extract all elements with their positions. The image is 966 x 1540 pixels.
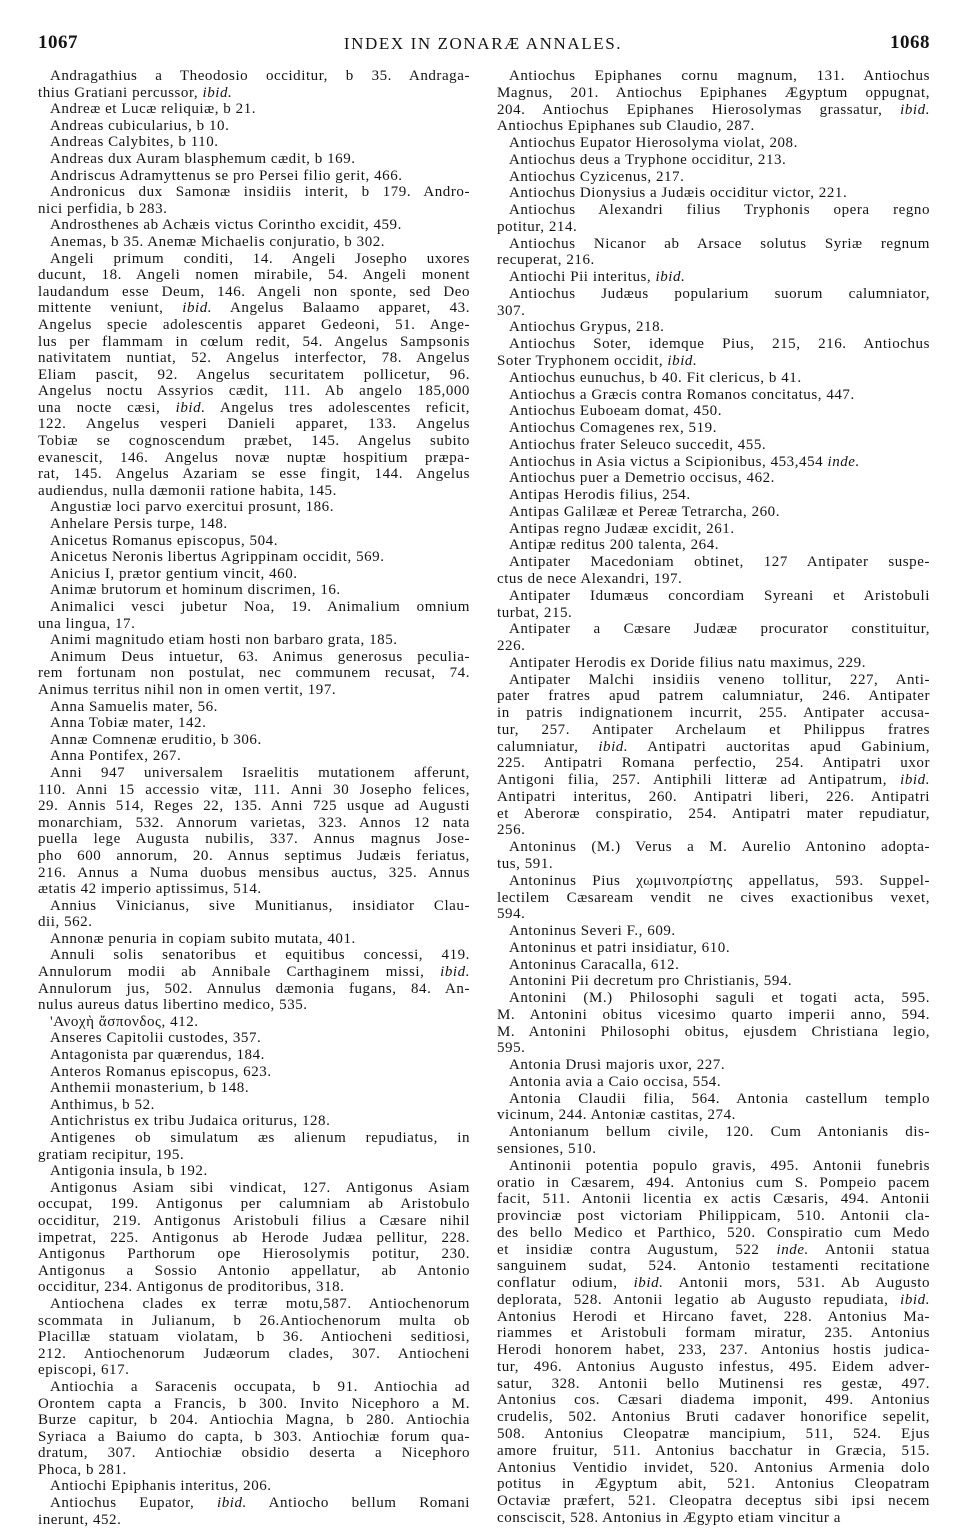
entry-line: Herodi honorem habet, 233, 237. Antonius hostis judica- bbox=[497, 1342, 930, 1359]
entry-line: 216. Annus a Numa duobus mensibus auctus, 325. Annus bbox=[38, 864, 470, 881]
entry-line: Eliam pascit, 92. Angelus securitatem pollicetur, 96. bbox=[38, 366, 470, 383]
entry-line: Angelus specie adolescentis apparet Gedeoni, 51. Ange- bbox=[38, 316, 470, 333]
index-entry bbox=[38, 699, 470, 716]
entry-line: Antonini (M.) Philosophi saguli et togati acta, 595. bbox=[509, 990, 930, 1007]
index-entry bbox=[38, 649, 470, 699]
index-entry bbox=[38, 549, 470, 566]
entry-line: Antiochus Cyzicenus, 217. bbox=[509, 168, 685, 185]
entry-line: Antonia Drusi majoris uxor, 227. bbox=[509, 1057, 726, 1074]
entry-line: Anthimus, b 52. bbox=[50, 1096, 155, 1113]
entry-line: tur, 257. Antipater Archelaum et Philippus fratres bbox=[497, 721, 930, 738]
index-entry bbox=[497, 454, 930, 471]
index-entry bbox=[38, 251, 470, 500]
index-entry bbox=[497, 319, 930, 336]
running-title: INDEX IN ZONARÆ ANNALES. bbox=[343, 34, 623, 53]
index-entry bbox=[497, 990, 930, 1057]
entry-line: thius Gratiani percussor, ibid. bbox=[38, 84, 233, 101]
entry-line: Antigenes ob simulatum æs alienum repudiatus, in bbox=[50, 1130, 470, 1146]
entry-line: Antoninus Caracalla, 612. bbox=[509, 956, 680, 973]
entry-line: turbat, 215. bbox=[497, 604, 573, 621]
index-entry bbox=[38, 599, 470, 632]
index-entry bbox=[38, 1495, 470, 1528]
entry-line: Antonius Herodi et Hircano favet, 228. Antonius Ma- bbox=[497, 1308, 930, 1325]
index-entry bbox=[38, 499, 470, 516]
index-entry bbox=[38, 68, 470, 101]
entry-line: Antinonii potentia populo gravis, 495. Antonii funebris bbox=[509, 1157, 930, 1174]
entry-line: in patris indignationem incurrit, 255. Antipater accusa- bbox=[497, 705, 930, 722]
entry-line: occiditur, 219. Antigonus Aristobuli filius a Cæsare nihil bbox=[38, 1212, 470, 1229]
entry-line: Antigonus a Sossio Antonio appellatur, ab Antonio bbox=[38, 1262, 470, 1279]
entry-line: Antiochus frater Seleuco succedit, 455. bbox=[509, 436, 767, 453]
index-entry bbox=[497, 68, 930, 135]
index-entry bbox=[38, 533, 470, 550]
entry-line: Androsthenes ab Achæis victus Corintho excidit, 459. bbox=[50, 217, 402, 234]
entry-line: Antiochus Alexandri filius Tryphonis opera regno bbox=[509, 202, 930, 219]
entry-line: Antiochus Epiphanes sub Claudio, 287. bbox=[497, 118, 755, 135]
entry-line: provinciæ post victoriam Philippicam, 510. Antonii cla- bbox=[497, 1208, 930, 1225]
index-entry bbox=[38, 898, 470, 931]
index-entry bbox=[38, 184, 470, 217]
index-entry bbox=[497, 437, 930, 454]
entry-line: Antiochi Pii interitus, ibid. bbox=[509, 269, 686, 286]
index-entry bbox=[497, 1158, 930, 1527]
entry-line: sanguinem sudat, 524. Antonio testamenti recitatione bbox=[497, 1258, 930, 1275]
entry-line: Antiochus Grypus, 218. bbox=[509, 319, 665, 336]
entry-line: ætatis 42 imperio aptissimus, 514. bbox=[38, 881, 262, 898]
index-entry bbox=[497, 839, 930, 873]
entry-line: Antiochi Epiphanis interitus, 206. bbox=[50, 1478, 272, 1495]
entry-line: Magnus, 201. Antiochus Epiphanes Ægyptum oppugnat, bbox=[497, 84, 930, 101]
index-entry bbox=[497, 537, 930, 554]
index-entry bbox=[38, 1296, 470, 1379]
entry-line: conflatur odium, ibid. Antonii mors, 531. Ab Augusto bbox=[497, 1275, 930, 1292]
index-entry bbox=[497, 370, 930, 387]
index-entry bbox=[497, 152, 930, 169]
entry-line: 307. bbox=[497, 302, 526, 319]
entry-line: audiendus, nulla dæmonii ratione habita, 145. bbox=[38, 482, 337, 499]
entry-line: et Aberoræ conspiratio, 254. Antipatri mater repudiatur, bbox=[497, 805, 930, 822]
entry-line: Antiochus Nicanor ab Arsace solutus Syriæ regnum bbox=[509, 235, 930, 252]
index-entry bbox=[38, 516, 470, 533]
entry-line: Antiochus a Græcis contra Romanos concitatus, 447. bbox=[509, 386, 855, 403]
index-entry bbox=[38, 1097, 470, 1114]
entry-line: Anna Pontifex, 267. bbox=[50, 748, 182, 765]
entry-line: Antoninus Pius χωμινοπρίστης appellatus, 593. Suppel- bbox=[509, 872, 930, 889]
index-entry bbox=[38, 101, 470, 118]
entry-line: Antiochus Eupator, ibid. Antiocho bellum Romani bbox=[50, 1495, 470, 1512]
entry-line: Animæ brutorum et hominum discrimen, 16. bbox=[50, 582, 341, 599]
entry-line: Soter Tryphonem occidit, ibid. bbox=[497, 353, 698, 370]
index-entry bbox=[38, 748, 470, 765]
entry-line: Antigoni filia, 257. Antiphili litteræ ad Antipatrum, ibid. bbox=[497, 772, 930, 789]
entry-line: potitus in Ægyptum abit, 521. Antonius Cleopatram bbox=[497, 1476, 930, 1493]
entry-line: Antonius Ventidio invidet, 520. Antonius Armenia dolo bbox=[497, 1459, 930, 1476]
entry-line: impetrat, 225. Antigonus ab Herode Judæa pellitur, 228. bbox=[38, 1229, 470, 1246]
entry-line: facit, 511. Antonii licentia ex actis Cæsaris, 494. Antonii bbox=[497, 1191, 930, 1208]
entry-line: 122. Angelus vesperi Danieli apparet, 133. Angelus bbox=[38, 416, 470, 433]
entry-line: pho 600 annorum, 20. Annus septimus Judæis feriatus, bbox=[38, 847, 470, 864]
index-entry bbox=[38, 1113, 470, 1130]
entry-line: inerunt, 452. bbox=[38, 1511, 122, 1528]
index-entry bbox=[497, 1057, 930, 1074]
index-entry bbox=[38, 732, 470, 749]
entry-line: et insidiæ contra Augustum, 522 inde. Antonii statua bbox=[497, 1241, 930, 1258]
entry-line: Antiochus Euboeam domat, 450. bbox=[509, 403, 723, 420]
entry-line: Antiochena clades ex terræ motu,587. Antiochenorum bbox=[50, 1295, 470, 1312]
entry-line: Andriscus Adramyttenus se pro Persei filio gerit, 466. bbox=[50, 167, 403, 184]
entry-line: deplorata, 528. Antonii legatio ab Augusto repudiata, ibid. bbox=[497, 1291, 930, 1308]
entry-line: oratio in Cæsarem, 494. Antonius cum S. Pompeio pacem bbox=[497, 1174, 930, 1191]
entry-line: Antipas regno Judææ excidit, 261. bbox=[509, 520, 735, 537]
entry-line: des bello Medico et Parthico, 520. Conspiratio cum Medo bbox=[497, 1224, 930, 1241]
entry-line: Orontem capta a Francis, b 300. Invito Nicephoro a M. bbox=[38, 1395, 470, 1412]
entry-line: laudandum esse Deum, 146. Angeli non sponte, sed Deo bbox=[38, 283, 470, 300]
entry-line: pater fratres apud patrem calumniatur, 246. Antipater bbox=[497, 688, 930, 705]
entry-line: gratiam recipitur, 195. bbox=[38, 1146, 185, 1163]
entry-line: Antiochus puer a Demetrio occisus, 462. bbox=[509, 470, 775, 487]
entry-line: Annius Vinicianus, sive Munitianus, insidiator Clau- bbox=[50, 897, 470, 914]
index-entry bbox=[497, 202, 930, 236]
entry-line: Antiochus Epiphanes cornu magnum, 131. Antiochus bbox=[509, 68, 930, 84]
entry-line: monarchiam, 532. Annorum varietas, 323. Annos 12 nata bbox=[38, 814, 470, 831]
entry-line: Antipæ reditus 200 talenta, 264. bbox=[509, 537, 720, 554]
index-entry bbox=[497, 940, 930, 957]
entry-line: 256. bbox=[497, 822, 526, 839]
index-entry bbox=[497, 269, 930, 286]
index-entry bbox=[497, 135, 930, 152]
entry-line: 508. Antonius Cleopatræ mancipium, 511, 524. Ejus bbox=[497, 1426, 930, 1443]
entry-line: Syriaca a Baiumo do capta, b 303. Antiochiæ forum qua- bbox=[38, 1428, 470, 1445]
entry-line: 29. Annis 514, Reges 22, 135. Anni 725 usque ad Augusti bbox=[38, 798, 470, 815]
entry-line: Antipatri interitus, 260. Antipatri liberi, 226. Antipatri bbox=[497, 788, 930, 805]
index-entry bbox=[497, 403, 930, 420]
entry-line: Antonianum bellum civile, 120. Cum Antonianis dis- bbox=[509, 1124, 930, 1141]
index-entry bbox=[38, 1014, 470, 1031]
entry-line: Anthemii monasterium, b 148. bbox=[50, 1080, 250, 1097]
entry-line: consciscit, 528. Antonius in Ægypto etiam vincitur a bbox=[497, 1509, 841, 1526]
index-entry bbox=[497, 1074, 930, 1091]
entry-line: Antigonus Asiam sibi vindicat, 127. Antigonus Asiam bbox=[50, 1179, 470, 1196]
page-number-left: 1067 bbox=[38, 32, 78, 53]
entry-line: occupat, 199. Antigonus per calumniam ab Aristobulo bbox=[38, 1196, 470, 1213]
entry-line: Burze capitur, b 204. Antiochia Magna, b 280. Antiochia bbox=[38, 1412, 470, 1429]
index-entry bbox=[497, 588, 930, 622]
entry-line: Antiochus in Asia victus a Scipionibus, 453,454 inde. bbox=[509, 453, 860, 470]
entry-line: Antonia Claudii filia, 564. Antonia castellum templo bbox=[509, 1090, 930, 1107]
entry-line: Antiochus Comagenes rex, 519. bbox=[509, 420, 717, 437]
entry-line: Antipater Idumæus concordiam Syreani et Aristobuli bbox=[509, 587, 930, 604]
entry-line: Andragathius a Theodosio occiditur, b 35. Andraga- bbox=[50, 68, 470, 84]
entry-line: Octaviæ præfert, 521. Cleopatra deceptus sibi ipsi necem bbox=[497, 1493, 930, 1510]
entry-line: Antipater Malchi insidiis veneno tollitur, 227, Anti- bbox=[509, 671, 930, 688]
entry-line: Anemas, b 35. Anemæ Michaelis conjuratio, b 302. bbox=[50, 233, 386, 250]
index-entry bbox=[497, 554, 930, 588]
entry-line: Antiochus Judæus popularium suorum calumniator, bbox=[509, 285, 930, 302]
entry-line: episcopi, 617. bbox=[38, 1362, 130, 1379]
index-entry bbox=[497, 236, 930, 270]
entry-line: lus per flammam in cœlum redit, 54. Angelus Sampsonis bbox=[38, 333, 470, 350]
entry-line: rat, 145. Angelus Azariam se esse fingit, 144. Angelus bbox=[38, 466, 470, 483]
entry-line: 225. Antipatri Romana perfectio, 254. Antipatri uxor bbox=[497, 755, 930, 772]
entry-line: Tobiæ se cognoscendum præbet, 145. Angelus subito bbox=[38, 433, 470, 450]
entry-line: Antonius cos. Cæsari diadema imponit, 499. Antonius bbox=[497, 1392, 930, 1409]
index-entry bbox=[497, 923, 930, 940]
entry-line: dratum, 307. Antiochiæ obsidio deserta a Nicephoro bbox=[38, 1445, 470, 1462]
index-entry bbox=[38, 1163, 470, 1180]
entry-line: ctus de nece Alexandri, 197. bbox=[497, 570, 683, 587]
entry-line: Annulorum modii ab Annibale Carthaginem missi, ibid. bbox=[38, 964, 470, 981]
entry-line: 204. Antiochus Epiphanes Hierosolymas grassatur, ibid. bbox=[497, 101, 930, 118]
entry-line: Annulorum jus, 502. Annulus dæmonia fugans, 84. An- bbox=[38, 980, 470, 997]
index-entry bbox=[497, 621, 930, 655]
entry-line: 212. Antiochenorum Judæorum clades, 307. Antiocheni bbox=[38, 1345, 470, 1362]
entry-line: rem fortunam non postulat, nec communem recusat, 74. bbox=[38, 665, 470, 682]
index-column-left bbox=[38, 68, 470, 1528]
entry-line: nulus aureus datus libertino medico, 535. bbox=[38, 997, 308, 1014]
index-entry bbox=[38, 134, 470, 151]
entry-line: Antagonista par quærendus, 184. bbox=[50, 1047, 265, 1064]
index-entry bbox=[38, 1180, 470, 1296]
entry-line: dii, 562. bbox=[38, 914, 93, 931]
entry-line: Placillæ statuam violatam, b 36. Antiocheni seditiosi, bbox=[38, 1329, 470, 1346]
index-entry bbox=[38, 1478, 470, 1495]
index-column-right bbox=[497, 68, 930, 1527]
entry-line: Antipater a Cæsare Judææ procurator constituitur, bbox=[509, 621, 930, 638]
entry-line: tus, 591. bbox=[497, 855, 554, 872]
entry-line: Antichristus ex tribu Judaica oriturus, 128. bbox=[50, 1113, 331, 1130]
entry-line: Anna Samuelis mater, 56. bbox=[50, 698, 218, 715]
entry-line: Andronicus dux Samonæ insidiis interit, b 179. Andro- bbox=[50, 184, 470, 201]
index-entry bbox=[38, 1030, 470, 1047]
index-entry bbox=[38, 1080, 470, 1097]
entry-line: 110. Anni 15 accessio vitæ, 111. Anni 30 Josepho felices, bbox=[38, 781, 470, 798]
entry-line: riammes et Aristobuli formam miratur, 235. Antonius bbox=[497, 1325, 930, 1342]
entry-line: 'Ανοχὴ ἄσπονδος, 412. bbox=[50, 1013, 199, 1030]
entry-line: Andreæ et Lucæ reliquiæ, b 21. bbox=[50, 101, 257, 118]
entry-line: Anicius I, prætor gentium vincit, 460. bbox=[50, 565, 298, 582]
index-entry bbox=[497, 672, 930, 840]
entry-line: Angeli primum conditi, 14. Angeli Josepho uxores bbox=[50, 250, 470, 267]
entry-line: amore fruitur, 511. Antonius bacchatur in Græcia, 515. bbox=[497, 1442, 930, 1459]
index-entry bbox=[38, 947, 470, 1013]
entry-line: Anni 947 universalem Israelitis mutationem afferunt, bbox=[50, 764, 470, 781]
index-entry bbox=[497, 655, 930, 672]
index-entry bbox=[38, 168, 470, 185]
entry-line: Antiochus eunuchus, b 40. Fit clericus, b 41. bbox=[509, 369, 802, 386]
entry-line: Annæ Comnenæ eruditio, b 306. bbox=[50, 731, 262, 748]
entry-line: M. Antonini obitus vicesimo quarto imperii anno, 594. bbox=[497, 1006, 930, 1023]
index-entry bbox=[38, 234, 470, 251]
index-entry bbox=[497, 470, 930, 487]
index-entry bbox=[38, 566, 470, 583]
page-number-right: 1068 bbox=[890, 32, 930, 53]
index-entry bbox=[497, 420, 930, 437]
entry-line: Angustiæ loci parvo exercitui prosunt, 186. bbox=[50, 499, 335, 516]
index-entry bbox=[38, 931, 470, 948]
index-entry bbox=[38, 151, 470, 168]
index-entry bbox=[497, 286, 930, 320]
entry-line: Andreas cubicularius, b 10. bbox=[50, 117, 230, 134]
entry-line: Anna Tobiæ mater, 142. bbox=[50, 715, 207, 732]
entry-line: Antipas Herodis filius, 254. bbox=[509, 487, 691, 504]
index-entry bbox=[497, 504, 930, 521]
entry-line: Annuli solis senatoribus et equitibus concessi, 419. bbox=[50, 947, 470, 964]
entry-line: 595. bbox=[497, 1040, 526, 1057]
entry-line: evanescit, 146. Angelus novæ nuptæ hospitium præpa- bbox=[38, 449, 470, 466]
entry-line: Andreas Calybites, b 110. bbox=[50, 134, 219, 151]
entry-line: Antonini Pii decretum pro Christianis, 594. bbox=[509, 973, 793, 990]
entry-line: potitur, 214. bbox=[497, 218, 578, 235]
entry-line: Anteros Romanus episcopus, 623. bbox=[50, 1063, 272, 1080]
entry-line: vicinum, 244. Antoniæ castitas, 274. bbox=[497, 1107, 736, 1124]
index-entry bbox=[38, 632, 470, 649]
index-entry bbox=[38, 1379, 470, 1479]
entry-line: Angelus noctu Assyrios cædit, 111. Ab angelo 185,000 bbox=[38, 383, 470, 400]
entry-line: una lingua, 17. bbox=[38, 615, 136, 632]
entry-line: Anicetus Neronis libertus Agrippinam occidit, 569. bbox=[50, 549, 385, 566]
entry-line: Antipas Galilææ et Pereæ Tetrarcha, 260. bbox=[509, 503, 781, 520]
index-entry bbox=[38, 118, 470, 135]
index-entry bbox=[497, 873, 930, 923]
entry-line: 226. bbox=[497, 638, 526, 655]
index-entry bbox=[497, 1124, 930, 1158]
index-entry bbox=[38, 582, 470, 599]
entry-line: Phoca, b 281. bbox=[38, 1461, 127, 1478]
index-entry bbox=[497, 957, 930, 974]
entry-line: Antiochia a Saracenis occupata, b 91. Antiochia ad bbox=[50, 1378, 470, 1395]
entry-line: nativitatem nuntiat, 52. Angelus interfector, 78. Angelus bbox=[38, 350, 470, 367]
index-entry bbox=[38, 765, 470, 898]
entry-line: Animalici vesci jubetur Noa, 19. Animalium omnium bbox=[50, 599, 470, 615]
entry-line: mittente veniunt, ibid. Angelus Balaamo apparet, 43. bbox=[38, 300, 470, 317]
entry-line: Antigonus Parthorum ope Hierosolymis potitur, 230. bbox=[38, 1246, 470, 1263]
entry-line: Antipater Macedoniam obtinet, 127 Antipater suspe- bbox=[509, 554, 930, 571]
entry-line: Andreas dux Auram blasphemum cædit, b 169. bbox=[50, 150, 356, 167]
entry-line: satur, 328. Antonii bello Mutinensi res gestæ, 497. bbox=[497, 1375, 930, 1392]
entry-line: Antiochus Dionysius a Judæis occiditur victor, 221. bbox=[509, 185, 848, 202]
entry-line: Animum Deus intuetur, 63. Animus generosus peculia- bbox=[50, 648, 470, 665]
index-entry bbox=[497, 1091, 930, 1125]
entry-line: Antigonia insula, b 192. bbox=[50, 1163, 208, 1180]
index-entry bbox=[497, 973, 930, 990]
entry-line: M. Antonini Philosophi obitus, ejusdem Christiana legio, bbox=[497, 1023, 930, 1040]
entry-line: Antoninus Severi F., 609. bbox=[509, 923, 676, 940]
entry-line: Antiochus deus a Tryphone occiditur, 213. bbox=[509, 151, 787, 168]
entry-line: lectilem Cæsaream vendit ne cives exactionibus vexet, bbox=[497, 889, 930, 906]
index-entry bbox=[497, 387, 930, 404]
entry-line: Anicetus Romanus episcopus, 504. bbox=[50, 532, 278, 549]
index-entry bbox=[497, 169, 930, 186]
entry-line: nici perfidia, b 283. bbox=[38, 200, 168, 217]
index-entry bbox=[497, 521, 930, 538]
index-entry bbox=[38, 1064, 470, 1081]
entry-line: 594. bbox=[497, 906, 526, 923]
entry-line: crudelis, 502. Antonius Bruti cadaver honorifice sepelit, bbox=[497, 1409, 930, 1426]
index-entry bbox=[497, 487, 930, 504]
entry-line: Anhelare Persis turpe, 148. bbox=[50, 516, 228, 533]
entry-line: una nocte cæsi, ibid. Angelus tres adolescentes reficit, bbox=[38, 399, 470, 416]
entry-line: calumniatur, ibid. Antipatri auctoritas apud Gabinium, bbox=[497, 738, 930, 755]
entry-line: Antoninus (M.) Verus a M. Aurelio Antonino adopta- bbox=[509, 839, 930, 856]
entry-line: occiditur, 234. Antigonus de proditoribus, 318. bbox=[38, 1279, 345, 1296]
index-entry bbox=[497, 185, 930, 202]
index-entry bbox=[38, 1047, 470, 1064]
entry-line: Anseres Capitolii custodes, 357. bbox=[50, 1030, 262, 1047]
entry-line: tur, 496. Antonius Augusto infestus, 495. Eidem adver- bbox=[497, 1358, 930, 1375]
entry-line: Antipater Herodis ex Doride filius natu maximus, 229. bbox=[509, 654, 867, 671]
entry-line: Antiochus Soter, idemque Pius, 215, 216. Antiochus bbox=[509, 336, 930, 353]
index-entry bbox=[497, 336, 930, 370]
entry-line: ducunt, 18. Angeli nomen mirabile, 54. Angeli monent bbox=[38, 267, 470, 284]
entry-line: Annonæ penuria in copiam subito mutata, 401. bbox=[50, 930, 356, 947]
entry-line: Antiochus Eupator Hierosolyma violat, 208. bbox=[509, 135, 798, 152]
entry-line: recuperat, 216. bbox=[497, 252, 595, 269]
entry-line: scommata in Julianum, b 26.Antiochenorum multa ob bbox=[38, 1312, 470, 1329]
entry-line: Antoninus et patri insidiatur, 610. bbox=[509, 939, 731, 956]
entry-line: puella lege Augusta nubilis, 337. Annus magnus Jose- bbox=[38, 831, 470, 848]
entry-line: Antonia avia a Caio occisa, 554. bbox=[509, 1073, 722, 1090]
entry-line: Animi magnitudo etiam hosti non barbaro grata, 185. bbox=[50, 632, 398, 649]
index-entry bbox=[38, 217, 470, 234]
index-entry bbox=[38, 1130, 470, 1163]
entry-line: Animus territus nihil non in omen vertit, 197. bbox=[38, 681, 337, 698]
index-entry bbox=[38, 715, 470, 732]
entry-line: sensiones, 510. bbox=[497, 1141, 597, 1157]
